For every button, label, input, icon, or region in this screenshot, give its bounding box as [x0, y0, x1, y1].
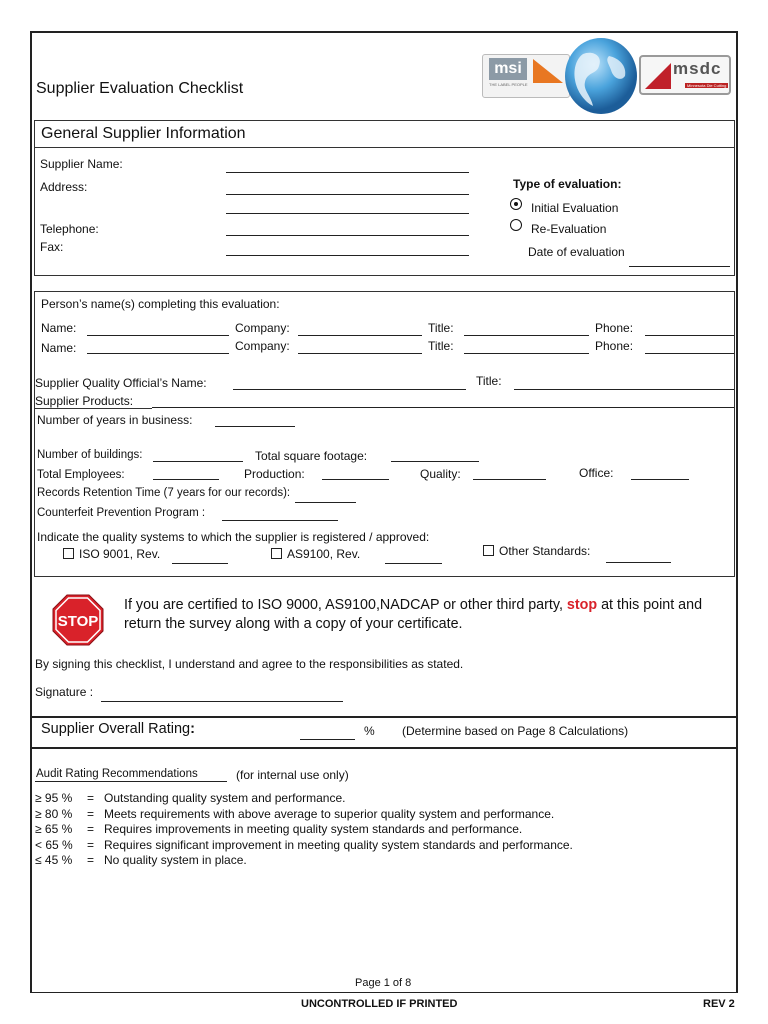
- rating-threshold: ≥ 80 %: [35, 806, 73, 821]
- other-standards-field[interactable]: [606, 562, 671, 563]
- list-item: [35, 838, 573, 854]
- uncontrolled-notice: UNCONTROLLED IF PRINTED: [301, 998, 458, 1010]
- company-field-1[interactable]: [298, 335, 422, 336]
- rating-equals: =: [86, 822, 94, 836]
- re-evaluation-radio[interactable]: [510, 219, 522, 231]
- list-item: [35, 853, 573, 869]
- general-heading: General Supplier Information: [41, 125, 246, 142]
- phone-field-2[interactable]: [645, 353, 734, 354]
- msi-logo-subtext: THE LABEL PEOPLE: [489, 82, 528, 87]
- production-field[interactable]: [322, 479, 389, 480]
- phone-label-2: Phone:: [595, 339, 634, 353]
- employees-field[interactable]: [153, 479, 219, 480]
- records-retention-field[interactable]: [295, 502, 356, 503]
- name-field-2[interactable]: [87, 353, 229, 354]
- phone-label-1: Phone:: [595, 321, 634, 335]
- name-field-1[interactable]: [87, 335, 229, 336]
- general-section: [34, 120, 735, 276]
- iso-9001-label: ISO 9001, Rev.: [79, 547, 161, 561]
- quality-official-label: Supplier Quality Official’s Name:: [35, 376, 207, 390]
- company-field-2[interactable]: [298, 353, 422, 354]
- re-evaluation-label: Re-Evaluation: [531, 222, 607, 236]
- name-label-1: Name:: [41, 321, 77, 335]
- production-label: Production:: [244, 467, 305, 481]
- as9100-rev-field[interactable]: [385, 563, 442, 564]
- general-heading-rule: [34, 147, 735, 148]
- rating-note: (Determine based on Page 8 Calculations): [402, 724, 629, 738]
- globe-icon: [563, 36, 639, 116]
- audit-heading: Audit Rating Recommendations: [36, 768, 198, 780]
- title-label-2: Title:: [428, 339, 454, 353]
- counterfeit-program-field[interactable]: [222, 520, 338, 521]
- percent-sign: %: [364, 724, 375, 738]
- date-of-evaluation-field[interactable]: [629, 266, 730, 267]
- rating-description: Requires significant improvement in meeting quality system standards and performance.: [104, 837, 573, 852]
- address-field-2[interactable]: [226, 213, 469, 214]
- title-field-2[interactable]: [464, 353, 589, 354]
- radio-selected-dot: [514, 202, 518, 206]
- phone-field-1[interactable]: [645, 335, 734, 336]
- telephone-field[interactable]: [226, 235, 469, 236]
- initial-evaluation-label: Initial Evaluation: [531, 201, 619, 215]
- overall-rating-text: Supplier Overall Rating: [41, 721, 191, 737]
- counterfeit-program-label: Counterfeit Prevention Program :: [37, 507, 206, 519]
- other-standards-option[interactable]: [483, 544, 590, 558]
- iso-9001-checkbox[interactable]: [63, 548, 74, 559]
- list-item: [35, 822, 573, 838]
- company-label-1: Company:: [235, 321, 290, 335]
- audit-rating-list: [35, 791, 573, 869]
- years-in-business-field[interactable]: [215, 426, 295, 427]
- initial-evaluation-radio[interactable]: [510, 198, 522, 210]
- page-number: Page 1 of 8: [355, 977, 412, 989]
- years-in-business-label: Number of years in business:: [37, 413, 193, 427]
- list-item: [35, 791, 573, 807]
- stop-notice-text-b: at this point and: [601, 597, 703, 613]
- msdc-logo-text: msdc: [673, 59, 722, 78]
- as9100-label: AS9100, Rev.: [287, 547, 361, 561]
- msi-logo-triangle-icon: [533, 59, 563, 83]
- rating-description: Meets requirements with above average to superior quality system and performance.: [104, 806, 555, 821]
- agreement-statement: By signing this checklist, I understand and agree to the responsibilities as stated.: [35, 657, 464, 671]
- audit-heading-underline: [35, 781, 227, 782]
- overall-rating-label: [41, 721, 195, 737]
- as9100-option[interactable]: [271, 547, 360, 561]
- stop-notice-line-2: return the survey along with a copy of your certificate.: [124, 616, 463, 632]
- quality-official-title-label: Title:: [476, 374, 502, 388]
- msdc-logo-subtext: Minnesota Die Cutting: [687, 83, 727, 88]
- supplier-name-field[interactable]: [226, 172, 469, 173]
- rating-equals: =: [86, 806, 94, 821]
- rating-description: No quality system in place.: [104, 853, 247, 867]
- msi-logo: [482, 54, 570, 98]
- stop-sign-text: STOP: [57, 613, 99, 630]
- supplier-name-label: Supplier Name:: [40, 157, 123, 171]
- fax-label: Fax:: [40, 240, 64, 254]
- other-standards-checkbox[interactable]: [483, 545, 494, 556]
- fax-field[interactable]: [226, 255, 469, 256]
- rating-threshold: ≥ 65 %: [35, 822, 73, 836]
- name-label-2: Name:: [41, 341, 77, 355]
- other-standards-label: Other Standards:: [499, 544, 591, 558]
- office-field[interactable]: [631, 479, 689, 480]
- as9100-checkbox[interactable]: [271, 548, 282, 559]
- date-of-evaluation-label: Date of evaluation: [528, 245, 625, 259]
- rating-equals: =: [86, 791, 94, 805]
- title-field-1[interactable]: [464, 335, 589, 336]
- internal-use-note: (for internal use only): [236, 768, 349, 782]
- quality-official-title-field[interactable]: [514, 389, 734, 390]
- rating-description: Requires improvements in meeting quality system standards and performance.: [104, 822, 523, 836]
- evaluation-type-heading: Type of evaluation:: [513, 177, 622, 191]
- rating-equals: =: [86, 853, 94, 867]
- rating-threshold: ≤ 45 %: [35, 853, 73, 867]
- quality-label: Quality:: [420, 467, 461, 481]
- overall-rating-colon: :: [190, 721, 195, 737]
- overall-rating-field[interactable]: [300, 739, 355, 740]
- records-retention-label: Records Retention Time (7 years for our records):: [37, 487, 291, 499]
- msi-logo-text: msi: [489, 58, 527, 80]
- buildings-field[interactable]: [153, 461, 243, 462]
- address-label: Address:: [40, 180, 88, 194]
- address-field-1[interactable]: [226, 194, 469, 195]
- telephone-label: Telephone:: [40, 222, 99, 236]
- list-item: [35, 807, 573, 823]
- quality-systems-heading: Indicate the quality systems to which the supplier is registered / approved:: [37, 530, 430, 544]
- rating-equals: =: [86, 837, 94, 852]
- quality-official-field[interactable]: [233, 389, 466, 390]
- rating-top-rule: [31, 716, 737, 718]
- office-label: Office:: [579, 466, 614, 480]
- title-label-1: Title:: [428, 321, 454, 335]
- stop-emphasis: stop: [566, 597, 598, 613]
- employees-label: Total Employees:: [37, 469, 125, 481]
- iso-rev-field[interactable]: [172, 563, 228, 564]
- persons-heading: Person’s name(s) completing this evaluation:: [41, 297, 280, 311]
- rating-bottom-rule: [31, 747, 737, 749]
- revision-label: REV 2: [703, 998, 735, 1010]
- msdc-logo-triangle-icon: [645, 63, 671, 89]
- iso-9001-option[interactable]: [63, 547, 160, 561]
- rating-threshold: ≥ 95 %: [35, 791, 73, 805]
- rating-threshold: < 65 %: [35, 837, 73, 852]
- square-footage-field[interactable]: [391, 461, 479, 462]
- company-label-2: Company:: [235, 339, 290, 353]
- signature-label: Signature :: [35, 685, 94, 699]
- square-footage-label: Total square footage:: [255, 449, 368, 463]
- rating-description: Outstanding quality system and performance.: [104, 791, 346, 805]
- msdc-logo: [639, 55, 731, 95]
- stop-notice-line-1: [124, 597, 702, 613]
- buildings-label: Number of buildings:: [37, 449, 143, 461]
- supplier-products-label: Supplier Products:: [35, 394, 134, 408]
- stop-notice-text-a: If you are certified to ISO 9000, AS9100,NADCAP or other third party,: [124, 597, 563, 613]
- supplier-products-field[interactable]: [152, 407, 734, 408]
- products-rule: [34, 408, 152, 409]
- footer-rule: [30, 992, 738, 993]
- signature-field[interactable]: [101, 701, 343, 702]
- page-title: Supplier Evaluation Checklist: [36, 80, 244, 97]
- quality-field[interactable]: [473, 479, 546, 480]
- stop-sign-icon: [52, 594, 104, 646]
